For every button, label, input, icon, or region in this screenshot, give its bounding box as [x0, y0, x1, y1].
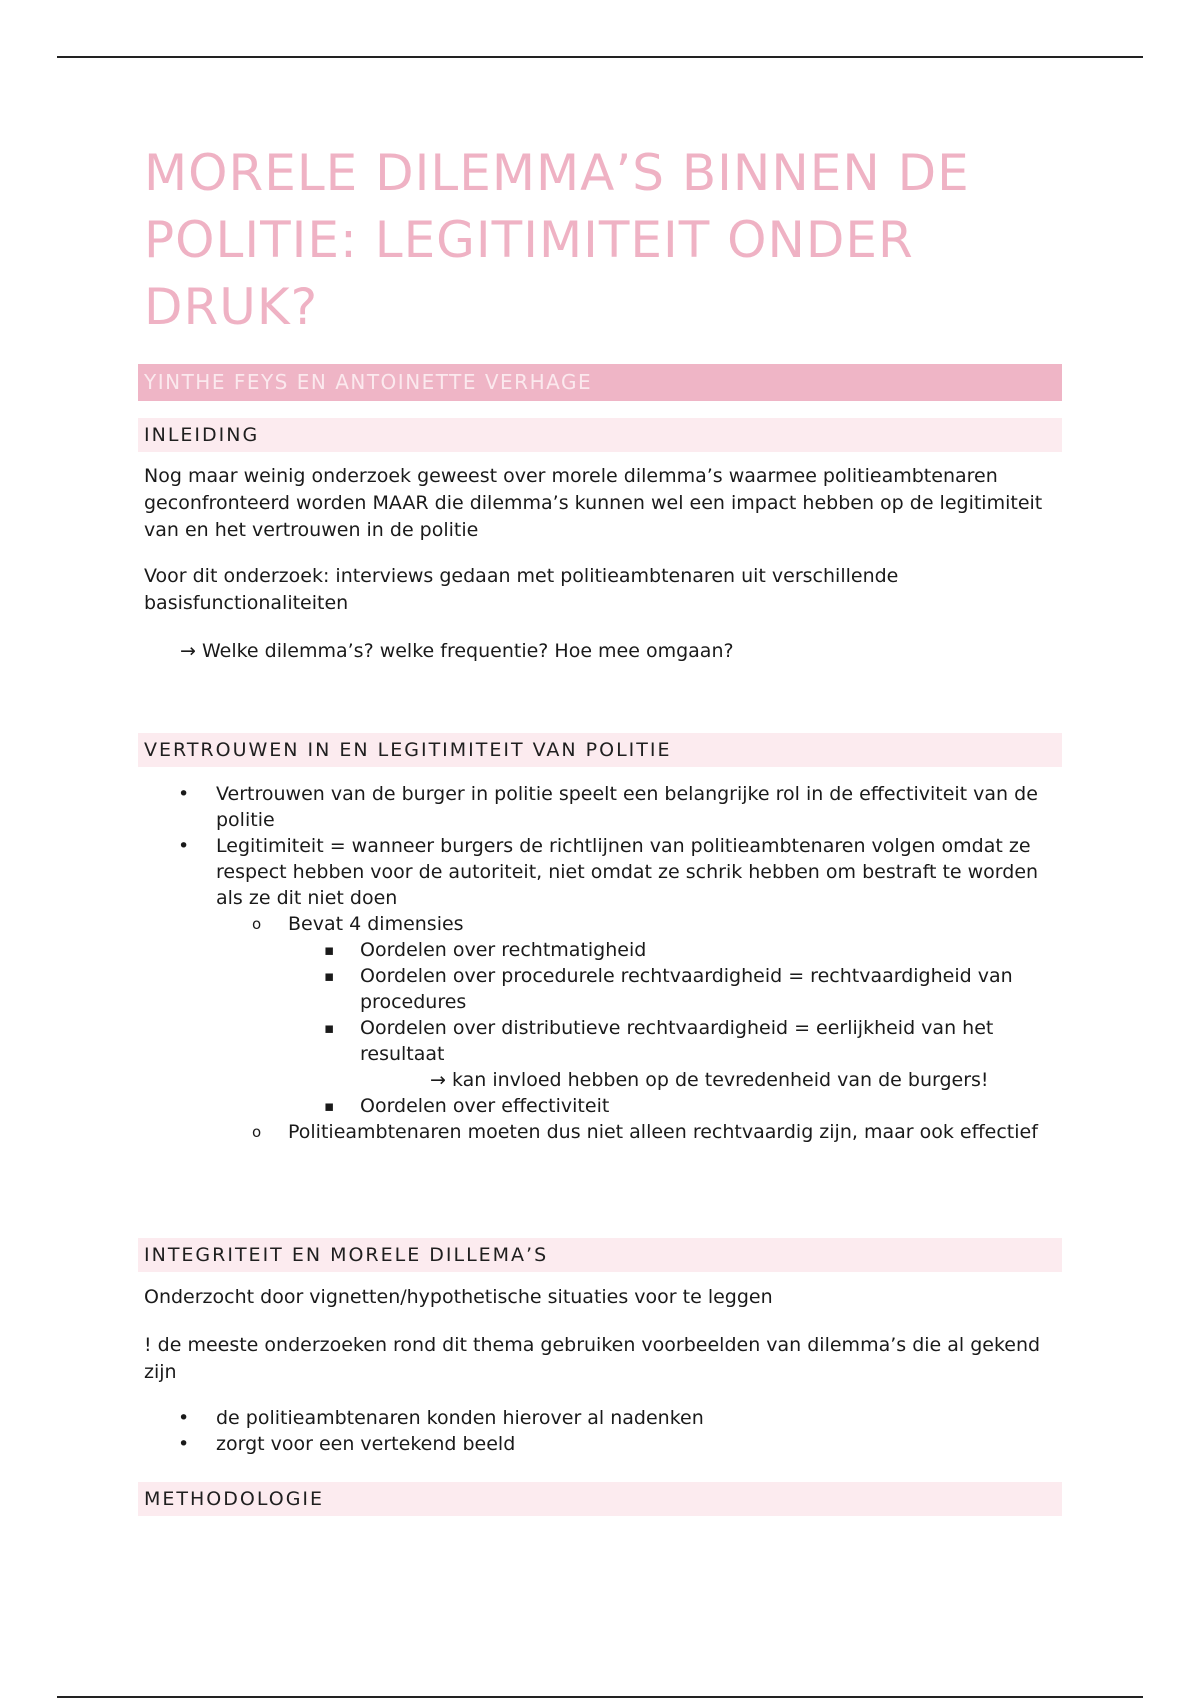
list-item: [144, 1015, 1064, 1067]
section-heading-integriteit: INTEGRITEIT EN MORELE DILLEMA’S: [138, 1238, 1062, 1272]
bullet-square-icon: ▪: [324, 1019, 335, 1037]
list-item: [144, 1405, 1064, 1431]
bullet-disc-icon: •: [178, 835, 190, 857]
list-item: [144, 1431, 1064, 1457]
bullet-disc-icon: •: [178, 783, 190, 805]
inleiding-arrow-note: [180, 638, 734, 665]
header-rule: [57, 56, 1143, 58]
arrow-icon: →: [180, 640, 196, 662]
section-heading-vertrouwen: VERTROUWEN IN EN LEGITIMITEIT VAN POLITIE: [138, 733, 1062, 767]
list-item: [144, 911, 1064, 937]
list-item-text: Oordelen over procedurele rechtvaardigheid = rechtvaardigheid van procedures: [360, 965, 1013, 1013]
list-item-text: de politieambtenaren konden hierover al nadenken: [216, 1407, 704, 1429]
arrow-icon: →: [430, 1069, 446, 1091]
bullet-square-icon: ▪: [324, 941, 335, 959]
list-item: [144, 1093, 1064, 1119]
authors-subtitle: YINTHE FEYS EN ANTOINETTE VERHAGE: [138, 364, 1062, 401]
section-heading-inleiding: INLEIDING: [138, 418, 1062, 452]
bullet-square-icon: ▪: [324, 967, 335, 985]
list-item-text: Legitimiteit = wanneer burgers de richtlijnen van politieambtenaren volgen omdat ze respect hebben voor de autoriteit, niet omdat ze schrik hebben om bestraft te worden als ze dit niet doen: [216, 835, 1039, 909]
list-item: [144, 937, 1064, 963]
list-item: [144, 833, 1064, 911]
list-item-text: Oordelen over distributieve rechtvaardigheid = eerlijkheid van het resultaat: [360, 1017, 994, 1065]
integriteit-paragraph-2: ! de meeste onderzoeken rond dit thema gebruiken voorbeelden van dilemma’s die al gekend zijn: [144, 1334, 1041, 1383]
bullet-square-icon: ▪: [324, 1097, 335, 1115]
list-item-text: Politieambtenaren moeten dus niet alleen rechtvaardig zijn, maar ook effectief: [288, 1121, 1038, 1143]
list-item: [144, 1067, 1064, 1093]
bullet-disc-icon: •: [178, 1433, 190, 1455]
list-item-text: zorgt voor een vertekend beeld: [216, 1433, 516, 1455]
list-item: [144, 1119, 1064, 1145]
list-item-text: Vertrouwen van de burger in politie speelt een belangrijke rol in de effectiviteit van de politie: [216, 783, 1038, 831]
list-item: [144, 781, 1064, 833]
integriteit-paragraph-1: Onderzocht door vignetten/hypothetische situaties voor te leggen: [144, 1286, 773, 1308]
vertrouwen-list: [144, 781, 1064, 1145]
list-item-text: Oordelen over effectiviteit: [360, 1095, 610, 1117]
bullet-circle-icon: o: [252, 1123, 262, 1141]
list-item-text: Oordelen over rechtmatigheid: [360, 939, 647, 961]
document-title: MORELE DILEMMA’S BINNEN DE POLITIE: LEGITIMITEIT ONDER DRUK?: [144, 144, 970, 336]
section-heading-methodologie: METHODOLOGIE: [138, 1482, 1062, 1516]
arrow-note-text: Welke dilemma’s? welke frequentie? Hoe mee omgaan?: [201, 640, 734, 662]
footer-rule: [57, 1696, 1143, 1698]
list-item: [144, 963, 1064, 1015]
integriteit-list: [144, 1405, 1064, 1457]
bullet-disc-icon: •: [178, 1407, 190, 1429]
list-item-text: Bevat 4 dimensies: [288, 913, 464, 935]
list-item-text: kan invloed hebben op de tevredenheid van de burgers!: [451, 1069, 989, 1091]
bullet-circle-icon: o: [252, 915, 262, 933]
inleiding-paragraph-2: Voor dit onderzoek: interviews gedaan met politieambtenaren uit verschillende basisfunctionaliteiten: [144, 565, 899, 614]
inleiding-paragraph-1: Nog maar weinig onderzoek geweest over morele dilemma’s waarmee politieambtenaren geconfronteerd worden MAAR die dilemma’s kunnen wel een impact hebben op de legitimiteit van en het vertrouwen in de politie: [144, 465, 1043, 541]
